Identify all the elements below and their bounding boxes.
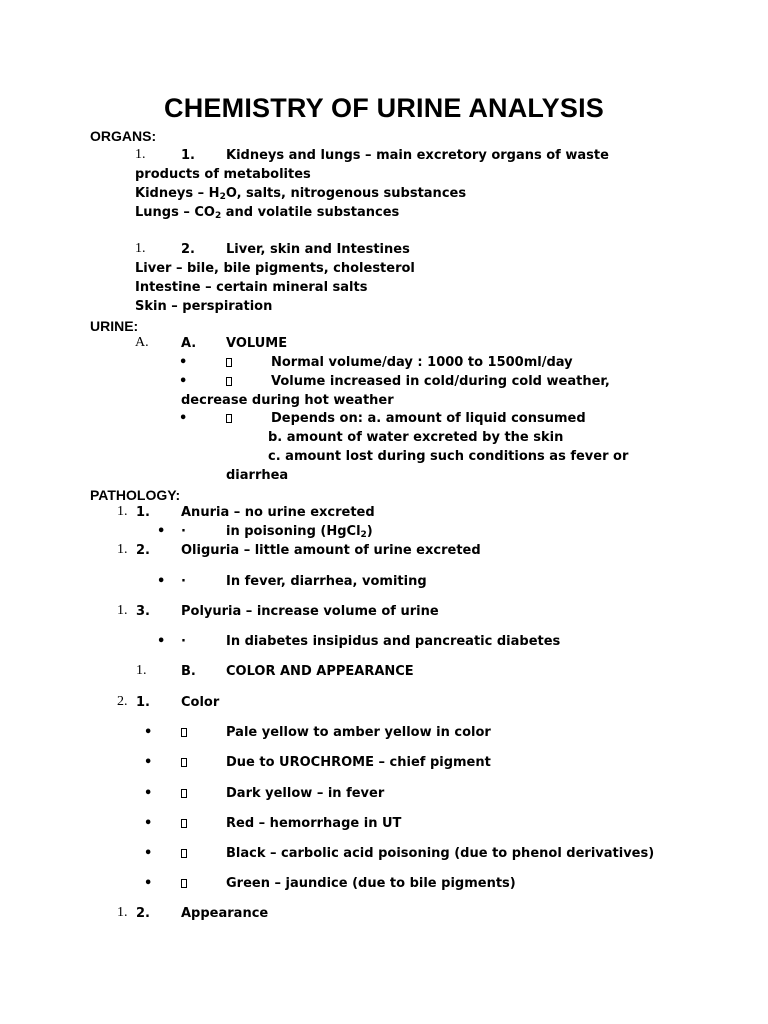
liver-line: Liver – bile, bile pigments, cholesterol [135, 261, 415, 276]
polyuria-text: Polyuria – increase volume of urine [181, 604, 439, 619]
oliguria-text: Oliguria – little amount of urine excreted [181, 543, 481, 558]
bullet: • [144, 876, 153, 891]
missing-glyph-icon [226, 414, 232, 423]
color-item: Black – carbolic acid poisoning (due to phenol derivatives) [226, 846, 655, 861]
bullet: • [144, 786, 153, 801]
skin-line: Skin – perspiration [135, 299, 273, 314]
missing-glyph-icon [181, 819, 187, 828]
urine-heading: URINE: [90, 318, 139, 334]
volume-label: VOLUME [226, 336, 288, 351]
anuria-sub: in poisoning (HgCl$_2$) [226, 524, 373, 540]
missing-glyph-icon [181, 789, 187, 798]
missing-glyph-icon [226, 377, 232, 386]
list-marker: 1. [136, 663, 147, 678]
bullet: • [144, 846, 153, 861]
dash-marker: · [181, 574, 186, 589]
item-number: 2. [181, 242, 195, 257]
color-item: Pale yellow to amber yellow in color [226, 725, 491, 740]
document-title: CHEMISTRY OF URINE ANALYSIS [164, 93, 604, 123]
missing-glyph-icon [181, 728, 187, 737]
volume-bullet-2: Volume increased in cold/during cold weather, [271, 374, 610, 389]
bullet: • [179, 355, 188, 370]
bullet: • [179, 374, 188, 389]
organs-item-2-text: Liver, skin and Intestines [226, 242, 410, 257]
volume-bullet-2-continuation: decrease during hot weather [181, 393, 394, 408]
list-marker: 1. [117, 542, 128, 557]
list-marker: 1. [117, 603, 128, 618]
polyuria-sub: In diabetes insipidus and pancreatic diabetes [226, 634, 561, 649]
item-number: 1. [136, 695, 150, 710]
pathology-heading: PATHOLOGY: [90, 487, 181, 503]
section-letter: B. [181, 664, 196, 679]
item-number: 1. [181, 148, 195, 163]
volume-bullet-3-b: b. amount of water excreted by the skin [268, 430, 564, 445]
list-marker: 2. [117, 694, 128, 709]
bullet: • [144, 755, 153, 770]
missing-glyph-icon [181, 758, 187, 767]
missing-glyph-icon [226, 358, 232, 367]
list-marker: 1. [117, 504, 128, 519]
bullet: • [157, 574, 166, 589]
list-marker: 1. [117, 905, 128, 920]
organs-item-1-continuation: products of metabolites [135, 167, 311, 182]
list-marker: A. [135, 335, 149, 350]
bullet: • [157, 524, 166, 539]
item-number: 2. [136, 906, 150, 921]
anuria-text: Anuria – no urine excreted [181, 505, 375, 520]
bullet: • [144, 725, 153, 740]
organs-heading: ORGANS: [90, 128, 157, 144]
color-item: Dark yellow – in fever [226, 786, 385, 801]
organs-item-1-text: Kidneys and lungs – main excretory organs of waste [226, 148, 609, 163]
missing-glyph-icon [181, 849, 187, 858]
section-letter: A. [181, 336, 197, 351]
color-item: Red – hemorrhage in UT [226, 816, 402, 831]
color-item: Due to UROCHROME – chief pigment [226, 755, 491, 770]
missing-glyph-icon [181, 879, 187, 888]
list-marker: 1. [135, 241, 146, 256]
color-appearance-label: COLOR AND APPEARANCE [226, 664, 414, 679]
item-number: 3. [136, 604, 150, 619]
volume-bullet-3-c-continuation: diarrhea [226, 468, 289, 483]
bullet: • [179, 411, 188, 426]
lungs-line: Lungs – $CO_2$ and volatile substances [135, 205, 400, 221]
volume-bullet-3: Depends on: a. amount of liquid consumed [271, 411, 586, 426]
appearance-label: Appearance [181, 906, 269, 921]
volume-bullet-3-c: c. amount lost during such conditions as fever or [268, 449, 629, 464]
intestine-line: Intestine – certain mineral salts [135, 280, 368, 295]
dash-marker: · [181, 524, 186, 539]
item-number: 2. [136, 543, 150, 558]
volume-bullet-1: Normal volume/day : 1000 to 1500ml/day [271, 355, 573, 370]
dash-marker: · [181, 634, 186, 649]
bullet: • [144, 816, 153, 831]
bullet: • [157, 634, 166, 649]
color-item: Green – jaundice (due to bile pigments) [226, 876, 516, 891]
oliguria-sub: In fever, diarrhea, vomiting [226, 574, 427, 589]
item-number: 1. [136, 505, 150, 520]
color-label: Color [181, 695, 220, 710]
list-marker: 1. [135, 147, 146, 162]
kidneys-line: Kidneys – $H_2O$, salts, nitrogenous substances [135, 186, 467, 202]
